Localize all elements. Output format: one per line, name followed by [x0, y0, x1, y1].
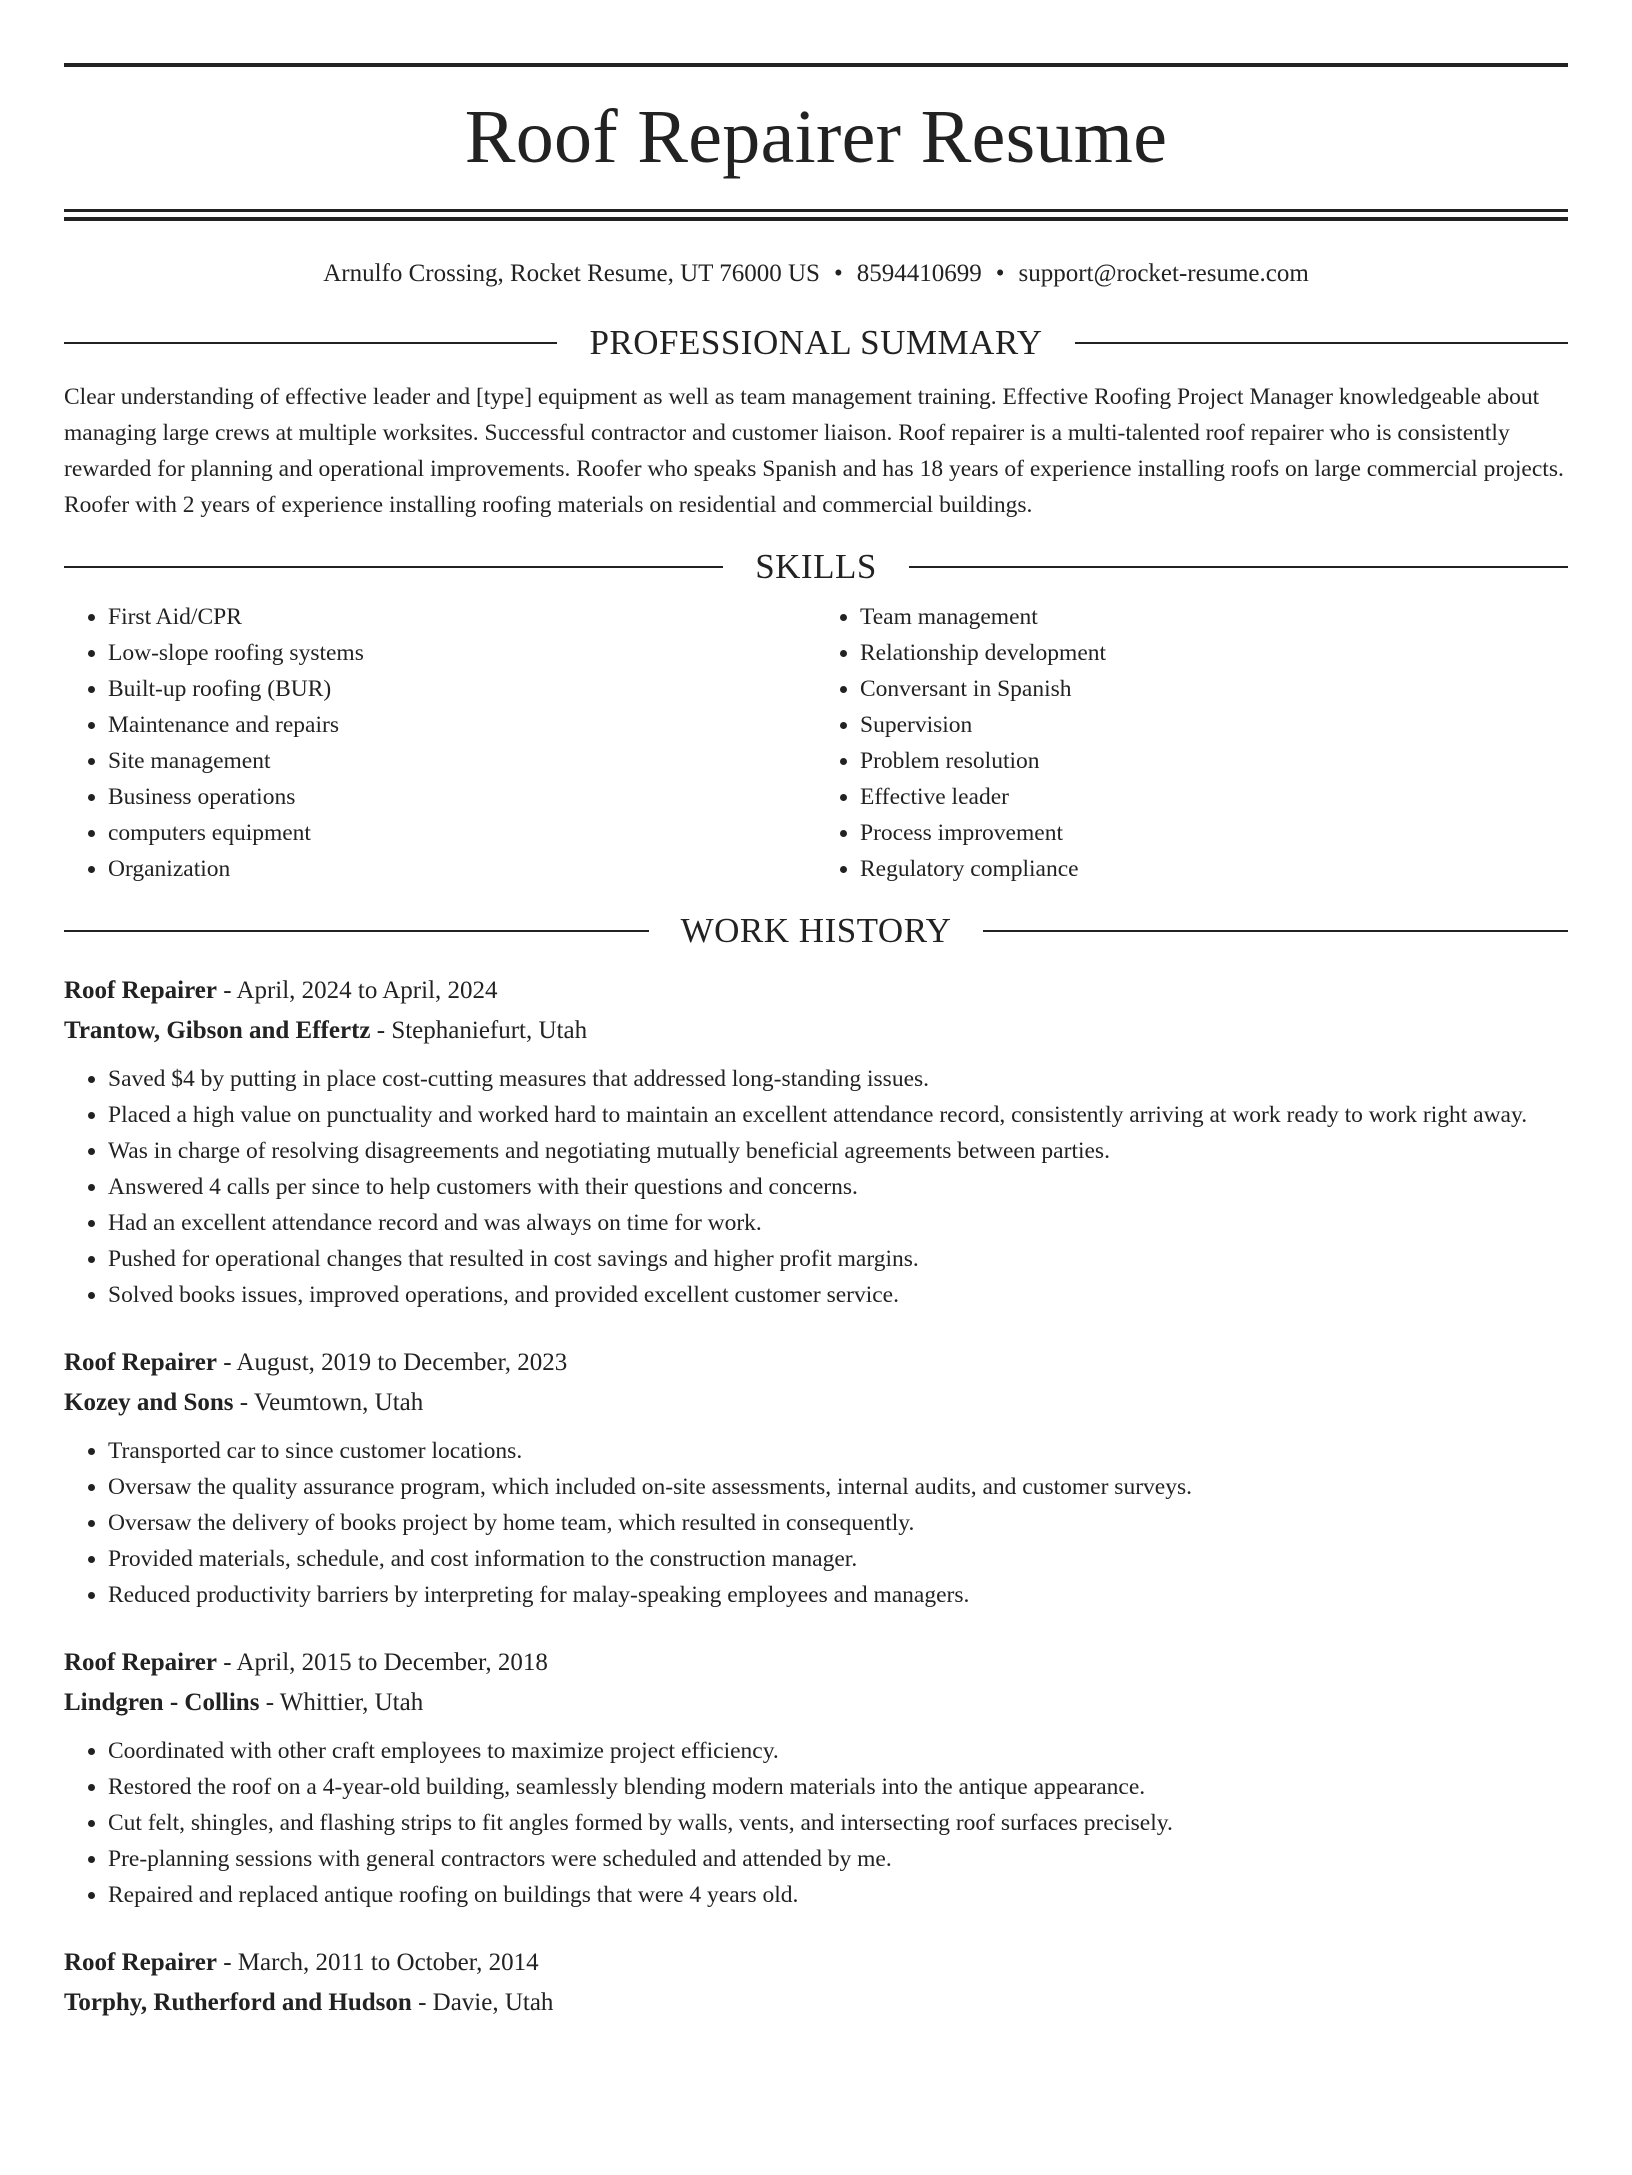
job-bullets: [64, 1733, 1568, 1913]
work-history-list: [64, 971, 1568, 2023]
heading-rule-left: [64, 342, 557, 344]
skills-columns: [64, 599, 1568, 887]
job-title: Roof Repairer: [64, 977, 217, 1004]
job-entry: [64, 971, 1568, 1313]
job-location: - Veumtown, Utah: [233, 1389, 424, 1416]
skill-item: • Conversant in Spanish: [860, 671, 1568, 707]
job-company-line: [64, 1983, 1568, 2023]
job-company: Lindgren - Collins: [64, 1689, 260, 1716]
skill-item: • Effective leader: [860, 779, 1568, 815]
title-double-rule: [64, 209, 1568, 221]
job-company: Torphy, Rutherford and Hudson: [64, 1989, 412, 2016]
skill-item: • Problem resolution: [860, 743, 1568, 779]
job-company-line: [64, 1383, 1568, 1423]
heading-rule-right: [1075, 342, 1568, 344]
job-bullet: • Restored the roof on a 4-year-old building, seamlessly blending modern materials into the antique appearance.: [108, 1769, 1568, 1805]
heading-rule-right: [983, 930, 1568, 932]
job-bullet: • Coordinated with other craft employees to maximize project efficiency.: [108, 1733, 1568, 1769]
job-company-line: [64, 1683, 1568, 1723]
skills-list-left: [64, 599, 816, 887]
heading-rule-left: [64, 930, 649, 932]
job-entry: [64, 1943, 1568, 2023]
job-title-line: [64, 971, 1568, 1011]
resume-title: Roof Repairer Resume: [464, 95, 1168, 179]
skill-item: • Regulatory compliance: [860, 851, 1568, 887]
skill-item: • computers equipment: [108, 815, 816, 851]
contact-email: support@rocket-resume.com: [1018, 260, 1309, 287]
job-bullet: • Reduced productivity barriers by interpreting for malay-speaking employees and managers.: [108, 1577, 1568, 1613]
job-title-line: [64, 1643, 1568, 1683]
job-location: - Stephaniefurt, Utah: [370, 1017, 588, 1044]
job-bullet: • Solved books issues, improved operations, and provided excellent customer service.: [108, 1277, 1568, 1313]
resume-page: [0, 63, 1632, 2175]
skill-item: • Process improvement: [860, 815, 1568, 851]
contact-line: [64, 257, 1568, 291]
job-dates: - April, 2015 to December, 2018: [216, 1649, 548, 1676]
work-section-heading: [64, 909, 1568, 953]
job-company: Trantow, Gibson and Effertz: [64, 1017, 371, 1044]
job-entry: [64, 1343, 1568, 1613]
skill-item: • First Aid/CPR: [108, 599, 816, 635]
job-bullet: • Oversaw the quality assurance program, which included on-site assessments, internal audits, and customer surveys.: [108, 1469, 1568, 1505]
job-dates: - April, 2024 to April, 2024: [216, 977, 498, 1004]
job-location: - Davie, Utah: [411, 1989, 554, 2016]
skill-item: • Relationship development: [860, 635, 1568, 671]
job-dates: - March, 2011 to October, 2014: [216, 1949, 539, 1976]
contact-separator: •: [833, 260, 843, 287]
heading-rule-right: [909, 566, 1568, 568]
job-bullet: • Cut felt, shingles, and flashing strips to fit angles formed by walls, vents, and intersecting roof surfaces precisely.: [108, 1805, 1568, 1841]
skills-list-right: [816, 599, 1568, 887]
job-bullet: • Pushed for operational changes that resulted in cost savings and higher profit margins.: [108, 1241, 1568, 1277]
job-bullet: • Saved $4 by putting in place cost-cutting measures that addressed long-standing issues.: [108, 1061, 1568, 1097]
job-location: - Whittier, Utah: [259, 1689, 424, 1716]
job-dates: - August, 2019 to December, 2023: [216, 1349, 568, 1376]
contact-address: Arnulfo Crossing, Rocket Resume, UT 76000 US: [323, 260, 820, 287]
skill-item: • Site management: [108, 743, 816, 779]
skill-item: • Built-up roofing (BUR): [108, 671, 816, 707]
job-bullet: • Provided materials, schedule, and cost information to the construction manager.: [108, 1541, 1568, 1577]
job-title-line: [64, 1943, 1568, 1983]
summary-heading-label: PROFESSIONAL SUMMARY: [589, 323, 1043, 362]
job-bullet: • Oversaw the delivery of books project by home team, which resulted in consequently.: [108, 1505, 1568, 1541]
job-title: Roof Repairer: [64, 1649, 217, 1676]
job-bullet: • Was in charge of resolving disagreements and negotiating mutually beneficial agreements between parties.: [108, 1133, 1568, 1169]
job-bullet: • Transported car to since customer locations.: [108, 1433, 1568, 1469]
job-bullet: • Repaired and replaced antique roofing on buildings that were 4 years old.: [108, 1877, 1568, 1913]
skills-section-heading: [64, 545, 1568, 589]
job-bullet: • Had an excellent attendance record and was always on time for work.: [108, 1205, 1568, 1241]
contact-separator: •: [995, 260, 1005, 287]
skill-item: • Team management: [860, 599, 1568, 635]
job-bullet: • Pre-planning sessions with general contractors were scheduled and attended by me.: [108, 1841, 1568, 1877]
job-entry: [64, 1643, 1568, 1913]
job-company: Kozey and Sons: [64, 1389, 234, 1416]
skill-item: • Business operations: [108, 779, 816, 815]
job-title: Roof Repairer: [64, 1349, 217, 1376]
skill-item: • Maintenance and repairs: [108, 707, 816, 743]
contact-phone: 8594410699: [856, 260, 982, 287]
skill-item: • Supervision: [860, 707, 1568, 743]
job-title-line: [64, 1343, 1568, 1383]
heading-rule-left: [64, 566, 723, 568]
job-bullet: • Answered 4 calls per since to help customers with their questions and concerns.: [108, 1169, 1568, 1205]
job-bullet: • Placed a high value on punctuality and worked hard to maintain an excellent attendance record, consistently arriving at work ready to work right away.: [108, 1097, 1568, 1133]
skills-heading-label: SKILLS: [755, 547, 877, 586]
skill-item: • Low-slope roofing systems: [108, 635, 816, 671]
top-rule: [64, 63, 1568, 67]
job-bullets: [64, 1433, 1568, 1613]
summary-section-heading: [64, 321, 1568, 365]
job-company-line: [64, 1011, 1568, 1051]
skill-item: • Organization: [108, 851, 816, 887]
job-bullets: [64, 1061, 1568, 1313]
summary-paragraph: Clear understanding of effective leader and [type] equipment as well as team management training. Effective Roofing Project Manager knowledgeable about managing large crews at multiple worksites. Successful contractor and customer liaison. Roof repairer is a multi-talented roof repairer who is consistently rewarded for planning and operational improvements. Roofer who speaks Spanish and has 18 years of experience installing roofs on large commercial projects. Roofer with 2 years of experience installing roofing materials on residential and commercial buildings.: [64, 384, 1564, 518]
work-heading-label: WORK HISTORY: [680, 911, 952, 950]
job-title: Roof Repairer: [64, 1949, 217, 1976]
